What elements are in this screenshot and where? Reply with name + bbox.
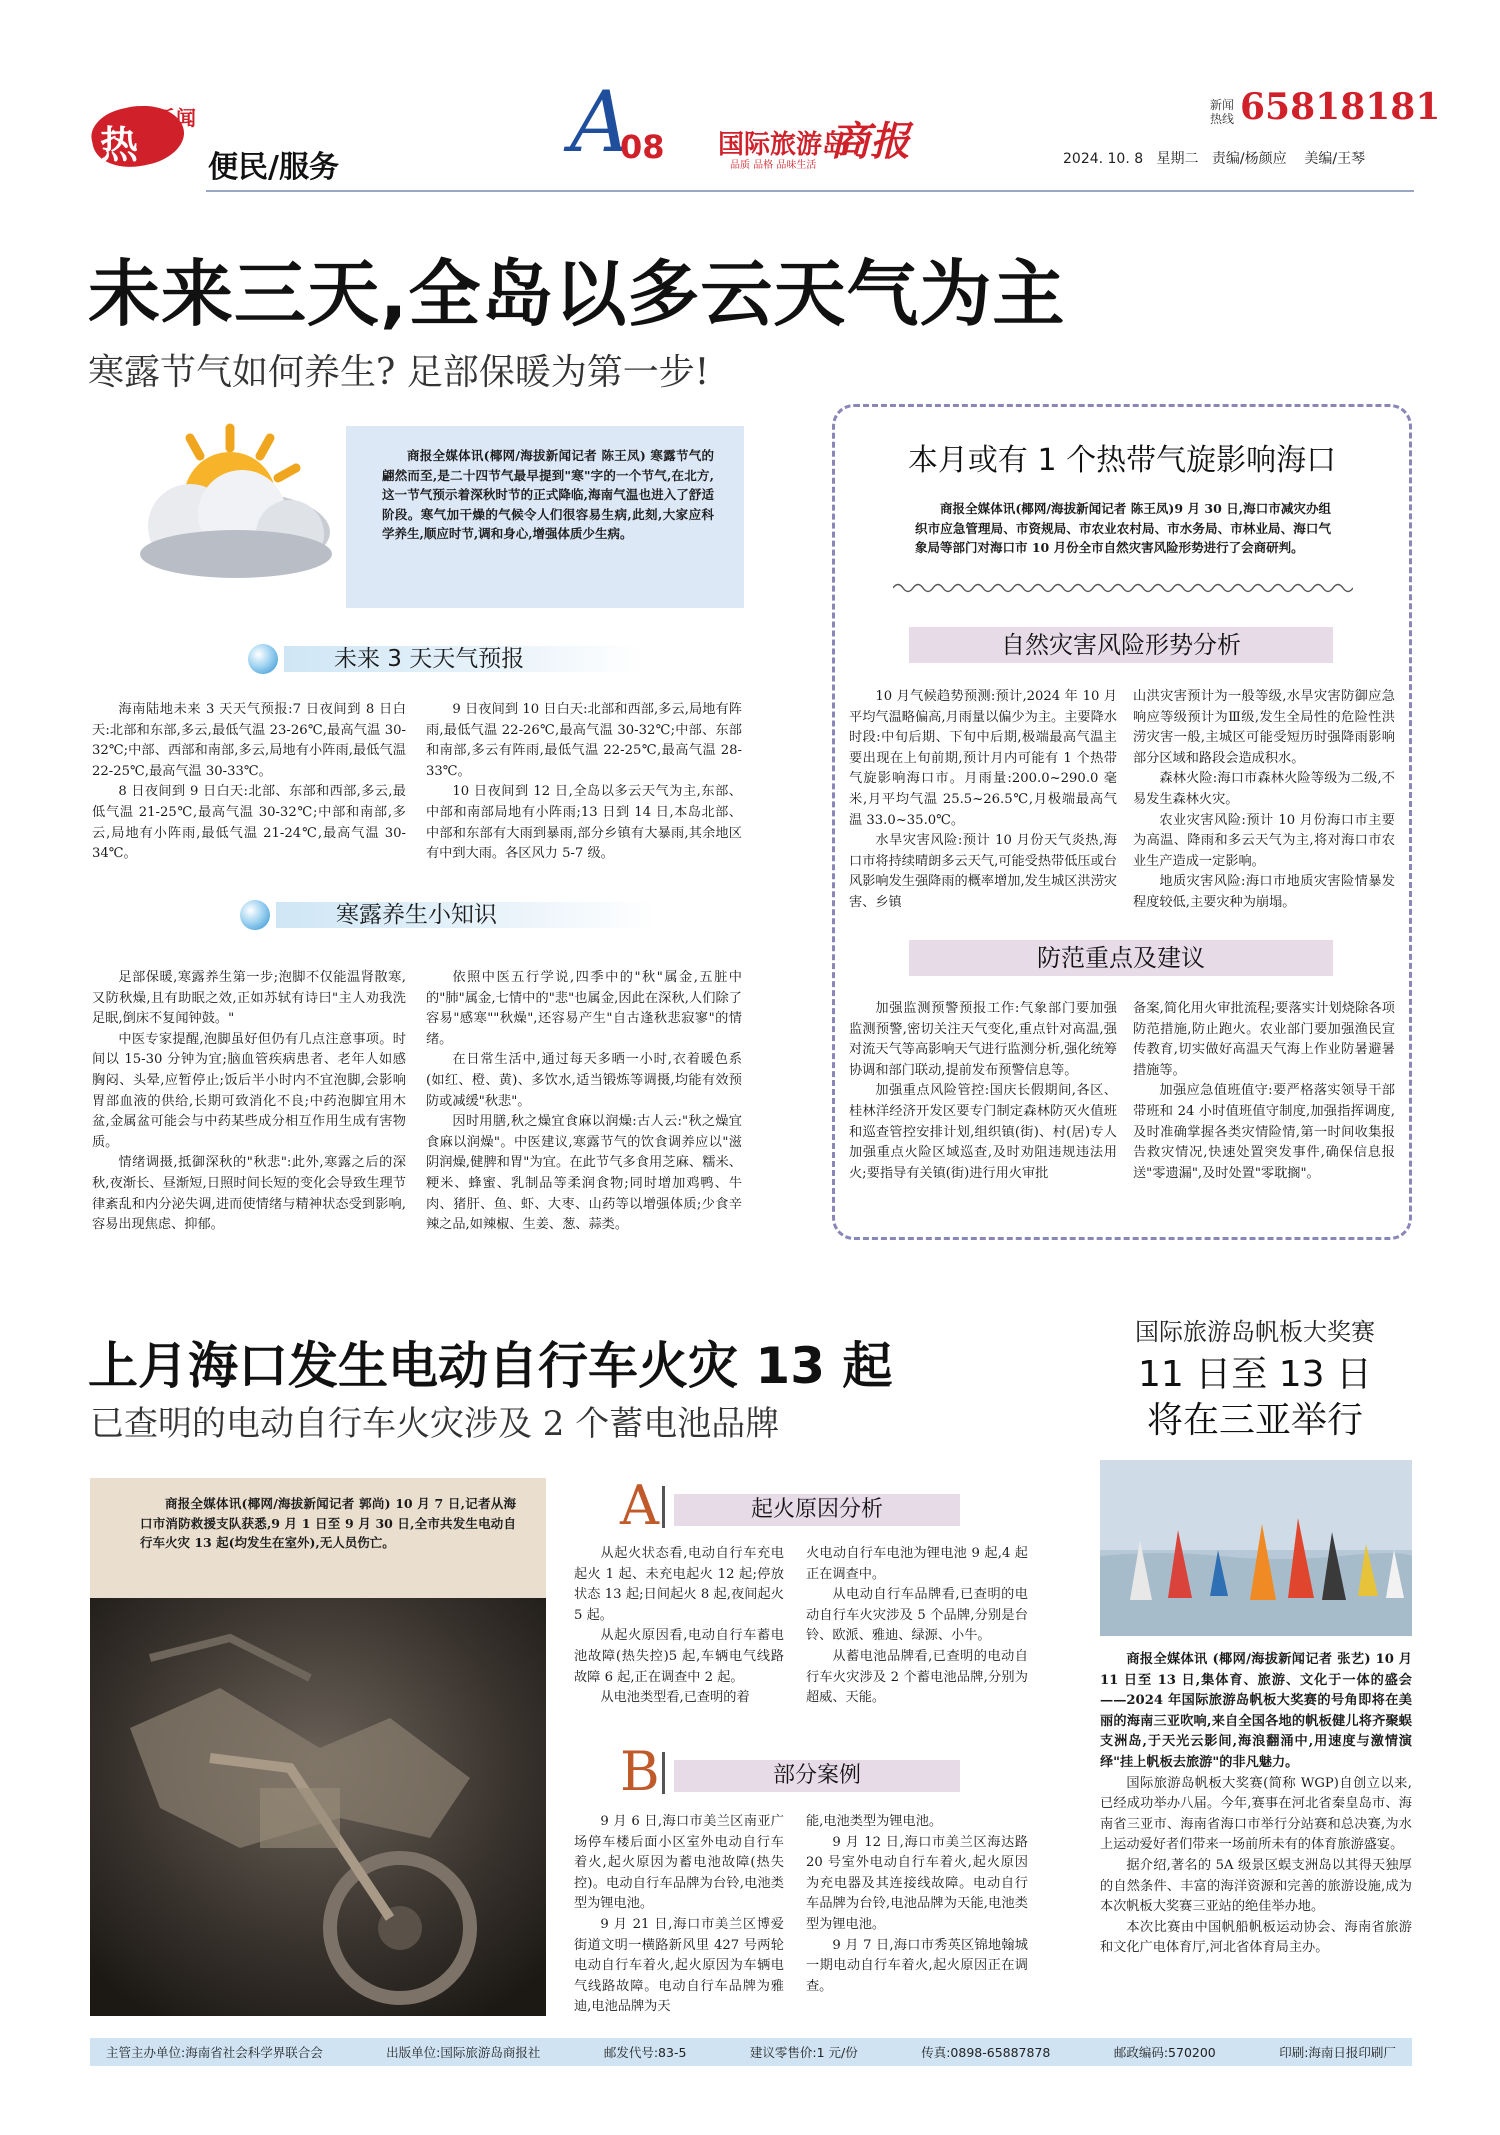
case-paragraph: 9 月 21 日,海口市美兰区博爱街道文明一横路新风里 427 号两轮电动自行车着火,起火原因为车辆电气线路故障。电动自行车品牌为雅迪,电池品牌为天 [574, 1916, 784, 2015]
tips-section-title: 寒露养生小知识 [276, 902, 656, 928]
logo-char: 新 [154, 106, 174, 130]
sailing-paragraph: 商报全媒体讯 (椰网/海拔新闻记者 张艺) 10 月 11 日至 13 日,集体育、旅游、文化于一体的盛会——2024 年国际旅游岛帆板大奖赛的号角即将在美丽的海南三亚吹响,来自全国各地的帆板健儿将齐聚蜈支洲岛,于天光云影间,海浪翻涌中,用速度与激情演绎"挂上帆板去旅游"的非凡魅力。 [1100, 1652, 1412, 1770]
section-a-column-2 [806, 1544, 1028, 1709]
tips-section-header [240, 900, 660, 930]
case-paragraph: 火电动自行车电池为锂电池 9 起,4 起正在调查中。 [806, 1546, 1028, 1582]
section-a-letter: A [620, 1474, 659, 1537]
tips-paragraph: 依照中医五行学说,四季中的"秋"属金,五脏中的"肺"属金,七情中的"悲"也属金,因此在深秋,人们除了容易"感寒""秋燥",还容易产生"自古逢秋悲寂寥"的情绪。 [426, 970, 742, 1047]
tips-paragraph: 因时用膳,秋之燥宜食麻以润燥:古人云:"秋之燥宜食麻以润燥"。中医建议,寒露节气的饮食调养应以"滋阴润燥,健脾和胃"为宜。在此节气多食用芝麻、糯米、粳米、蜂蜜、乳制品等柔润食物;同时增加鸡鸭、牛肉、猪肝、鱼、虾、大枣、山药等以增强体质;少食辛辣之品,如辣椒、生姜、葱、蒜类。 [426, 1114, 742, 1233]
section-a-column-1 [574, 1544, 784, 1709]
footer-publisher: 出版单位:国际旅游岛商报社 [386, 2045, 541, 2060]
advice-column-1 [849, 999, 1117, 1184]
issue-editor: 责编/杨颜应 [1211, 151, 1287, 167]
case-paragraph: 9 月 6 日,海口市美兰区南亚广场停车楼后面小区室外电动自行车着火,起火原因为蓄电池故障(热失控)。电动自行车品牌为台铃,电池类型为锂电池。 [574, 1814, 784, 1912]
forecast-paragraph: 10 日夜间到 12 日,全岛以多云天气为主,东部、中部和南部局地有小阵雨;13 日到 14 日,本岛北部、中部和东部有大雨到暴雨,部分乡镇有大暴雨,其余地区有中到大雨。各区风力 5-7 级。 [426, 784, 742, 862]
sailing-headline-line-1: 11 日至 13 日 [1138, 1354, 1372, 1395]
section-b-column-2 [806, 1812, 1028, 1997]
sailing-paragraph: 本次比赛由中国帆船帆板运动协会、海南省旅游和文化广电体育厅,河北省体育局主办。 [1100, 1919, 1412, 1956]
weather-lead: 商报全媒体讯(椰网/海拔新闻记者 陈王凤) 寒露节气的翩然而至,是二十四节气最早提到"寒"字的一个节气,在北方,这一节气预示着深秋时节的正式降临,海南气温也进入了舒适阶段。寒气加干燥的气候令人们很容易生病,此刻,大家应科学养生,顺应时节,调和身心,增强体质少生病。 [382, 448, 714, 541]
tips-paragraph: 情绪调摄,抵御深秋的"秋悲":此外,寒露之后的深秋,夜渐长、昼渐短,日照时间长短的变化会导致生理节律紊乱和内分泌失调,进而使情绪与精神状态受到影响,容易出现焦虑、抑郁。 [92, 1155, 406, 1233]
weather-cloud-sun-icon [110, 414, 350, 584]
ebike-headline: 上月海口发生电动自行车火灾 13 起 [88, 1337, 893, 1395]
ebike-lead-panel [90, 1478, 546, 1600]
analysis-paragraph: 地质灾害风险:海口市地质灾害险情暴发程度较低,主要灾种为崩塌。 [1133, 874, 1395, 910]
section-b-title: 部分案例 [674, 1760, 960, 1792]
weather-subheadline: 寒露节气如何养生? 足部保暖为第一步! [88, 352, 710, 393]
issue-date: 2024. 10. 8 [1063, 151, 1144, 167]
forecast-section-title: 未来 3 天天气预报 [284, 646, 644, 672]
footer-zip: 邮政编码:570200 [1113, 2045, 1216, 2060]
paper-tagline: 品质 品格 品味生活 [730, 160, 817, 171]
masthead-divider [206, 190, 1414, 192]
issue-designer: 美编/王琴 [1304, 151, 1366, 167]
forecast-column-2 [426, 700, 742, 865]
advice-section-title: 防范重点及建议 [909, 940, 1333, 976]
advice-column-2 [1133, 999, 1395, 1184]
blue-dot-icon [248, 644, 278, 674]
footer-fax: 传真:0898-65887878 [921, 2045, 1051, 2060]
case-paragraph: 从电池类型看,已查明的着 [600, 1690, 750, 1706]
logo-char: 热 [100, 123, 139, 167]
case-paragraph: 从电动自行车品牌看,已查明的电动自行车火灾涉及 5 个品牌,分别是台铃、欧派、雅迪、绿源、小牛。 [806, 1587, 1028, 1644]
forecast-section-header [248, 644, 648, 674]
paper-name: 国际旅游岛 [718, 130, 849, 160]
forecast-paragraph: 8 日夜间到 9 日白天:北部、东部和西部,多云,最低气温 21-25℃,最高气温 30-32℃;中部和南部,多云,局地有小阵雨,最低气温 21-24℃,最高气温 30-34℃。 [92, 784, 406, 862]
case-paragraph: 9 月 12 日,海口市美兰区海达路 20 号室外电动自行车着火,起火原因为充电器及其连接线故障。电动自行车品牌为台铃,电池品牌为天能,电池类型为锂电池。 [806, 1834, 1028, 1932]
typhoon-box [832, 404, 1412, 1240]
section-a-title: 起火原因分析 [674, 1494, 960, 1526]
advice-paragraph: 加强监测预警预报工作:气象部门要加强监测预警,密切关注天气变化,重点针对高温,强对流天气等高影响天气进行监测分析,强化统筹协调和部门联动,提前发布预警信息等。 [849, 1001, 1117, 1078]
analysis-section-title: 自然灾害风险形势分析 [909, 627, 1333, 663]
case-paragraph: 从起火原因看,电动自行车蓄电池故障(热失控)5 起,车辆电气线路故障 6 起,正在调查中 2 起。 [574, 1628, 784, 1685]
footer-bar [90, 2038, 1412, 2066]
tips-column-2 [426, 968, 742, 1236]
section-b-column-1 [574, 1812, 784, 2018]
footer-price: 建议零售价:1 元/份 [749, 2045, 858, 2060]
tips-paragraph: 中医专家提醒,泡脚虽好但仍有几点注意事项。时间以 15-30 分钟为宜;脑血管疾病患者、老年人如感胸闷、头晕,应暂停止;饭后半小时内不宜泡脚,会影响胃部血液的供给,长期可致消化不良;中药泡脚宜用木盆,金属盆可能会与中药某些成分相互作用生成有害物质。 [92, 1031, 406, 1150]
analysis-paragraph: 农业灾害风险:预计 10 月份海口市主要为高温、降雨和多云天气为主,将对海口市农业生产造成一定影响。 [1133, 812, 1395, 869]
analysis-paragraph: 森林火险:海口市森林火险等级为二级,不易发生森林火灾。 [1133, 771, 1395, 807]
case-paragraph: 从起火状态看,电动自行车充电起火 1 起、未充电起火 12 起;停放状态 13 起;日间起火 8 起,夜间起火 5 起。 [574, 1546, 784, 1623]
footer-sponsor: 主管主办单位:海南省社会科学界联合会 [106, 2045, 323, 2060]
forecast-paragraph: 海南陆地未来 3 天天气预报:7 日夜间到 8 日白天:北部和东部,多云,最低气温 23-26℃,最高气温 30-32℃;中部、西部和南部,多云,局地有小阵雨,最低气温 22-25℃,最高气温 30-33℃。 [92, 702, 406, 779]
case-paragraph: 9 月 7 日,海口市秀英区锦地翰城一期电动自行车着火,起火原因正在调查。 [806, 1937, 1028, 1994]
advice-paragraph: 备案,简化用火审批流程;要落实计划烧除各项防范措施,防止跑火。农业部门要加强渔民宣传教育,切实做好高温天气海上作业防暑避暑措施等。 [1133, 1001, 1395, 1078]
page-letter: A [570, 73, 631, 171]
wave-divider [893, 581, 1353, 595]
forecast-column-1 [92, 700, 406, 865]
hotline-label: 新闻热线 [1210, 98, 1235, 126]
analysis-paragraph: 水旱灾害风险:预计 10 月份天气炎热,海口市将持续晴朗多云天气,可能受热带低压或台风影响发生强降雨的概率增加,发生城区洪涝灾害、乡镇 [849, 833, 1117, 910]
typhoon-title: 本月或有 1 个热带气旋影响海口 [907, 443, 1337, 478]
windsurf-photo [1100, 1460, 1412, 1636]
analysis-column-1 [849, 687, 1117, 914]
sailing-headline-line-2: 将在三亚举行 [1146, 1400, 1363, 1441]
analysis-paragraph: 10 月气候趋势预测:预计,2024 年 10 月平均气温略偏高,月雨量以偏少为主。主要降水时段:中旬后期、下旬中后期,极端最高气温主要出现在上旬前期,预计月内可能有 1 个热带气旋影响海口市。月雨量:200.0~290.0 毫米,月平均气温 25.5~26.5℃,月极端最高气温 33.0~35.0℃。 [849, 689, 1117, 828]
logo-char: 闻 [176, 106, 196, 130]
advice-paragraph: 加强重点风险管控:国庆长假期间,各区、桂林洋经济开发区要专门制定森林防灭火值班和巡查管控安排计划,组织镇(街)、村(居)专人加强重点火险区域巡查,及时劝阻违规违法用火;要指导有关镇(街)进行用火审批 [849, 1083, 1117, 1181]
analysis-paragraph: 山洪灾害预计为一般等级,水旱灾害防御应急响应等级预计为Ⅲ级,发生全局性的危险性洪涝灾害一般,主城区可能受短历时强降雨影响部分区域和路段会造成积水。 [1133, 689, 1395, 766]
section-b-rule [662, 1752, 665, 1794]
ebike-subheadline: 已查明的电动自行车火灾涉及 2 个蓄电池品牌 [90, 1404, 780, 1444]
ebike-lead: 商报全媒体讯(椰网/海拔新闻记者 郭尚) 10 月 7 日,记者从海口市消防救援支队获悉,9 月 1 日至 9 月 30 日,全市共发生电动自行车火灾 13 起(均发生在室外),无人员伤亡。 [140, 1496, 516, 1550]
footer-printer: 印刷:海南日报印刷厂 [1279, 2045, 1396, 2060]
case-paragraph: 从蓄电池品牌看,已查明的电动自行车火灾涉及 2 个蓄电池品牌,分别为超威、天能。 [806, 1648, 1028, 1706]
paper-name-script: 商报 [830, 118, 910, 165]
hotline-number: 65818181 [1240, 86, 1441, 128]
masthead [0, 73, 1500, 190]
tips-paragraph: 足部保暖,寒露养生第一步;泡脚不仅能温肾散寒,又防秋燥,且有助眠之效,正如苏轼有诗曰"主人劝我洗足眠,倒床不复闻钟鼓。" [92, 970, 406, 1027]
issue-meta [1063, 148, 1365, 168]
sailing-paragraph: 据介绍,著名的 5A 级景区蜈支洲岛以其得天独厚的自然条件、丰富的海洋资源和完善的旅游设施,成为本次帆板大奖赛三亚站的绝佳举办地。 [1100, 1857, 1412, 1915]
page-number: 08 [620, 128, 665, 166]
tips-column-1 [92, 968, 406, 1236]
forecast-paragraph: 9 日夜间到 10 日白天:北部和西部,多云,局地有阵雨,最低气温 22-26℃,最高气温 30-32℃;中部、东部和南部,多云有阵雨,最低气温 22-25℃,最高气温 28-33℃。 [426, 702, 742, 779]
sailing-kicker: 国际旅游岛帆板大奖赛 [1135, 1318, 1375, 1346]
advice-paragraph: 加强应急值班值守:要严格落实领导干部带班和 24 小时值班值守制度,加强指挥调度,及时准确掌握各类灾情险情,第一时间收集报告救灾情况,快速处置突发事件,确保信息报送"零遗漏",及时处置"零耽搁"。 [1133, 1083, 1395, 1181]
logo-badge [92, 92, 202, 167]
footer-postal-code: 邮发代号:83-5 [603, 2045, 687, 2060]
weather-lead-panel [346, 426, 744, 608]
weather-headline: 未来三天,全岛以多云天气为主 [88, 252, 1066, 336]
section-b-letter: B [620, 1740, 660, 1803]
section-a-rule [662, 1486, 665, 1528]
case-paragraph: 能,电池类型为锂电池。 [806, 1814, 943, 1829]
sailing-body [1100, 1650, 1412, 1959]
analysis-column-2 [1133, 687, 1395, 914]
blue-dot-icon [240, 900, 270, 930]
tips-paragraph: 在日常生活中,通过每天多晒一小时,衣着暖色系(如红、橙、黄)、多饮水,适当锻炼等调摄,均能有效预防或减缓"秋悲"。 [426, 1052, 742, 1109]
section-label: 便民/服务 [208, 150, 339, 185]
issue-weekday: 星期二 [1156, 151, 1199, 167]
burned-ebike-photo [90, 1598, 546, 2016]
typhoon-lead: 商报全媒体讯(椰网/海拔新闻记者 陈王凤)9 月 30 日,海口市减灾办组织市应急管理局、市资规局、市农业农村局、市水务局、市林业局、海口气象局等部门对海口市 10 月份全市自然灾害风险形势进行了会商研判。 [915, 501, 1331, 555]
sailing-paragraph: 国际旅游岛帆板大奖赛(简称 WGP)自创立以来,已经成功举办八届。今年,赛事在河北省秦皇岛市、海南省三亚市、海南省海口市举行分站赛和总决赛,为水上运动爱好者们带来一场前所未有的体育旅游盛宴。 [1100, 1775, 1412, 1853]
